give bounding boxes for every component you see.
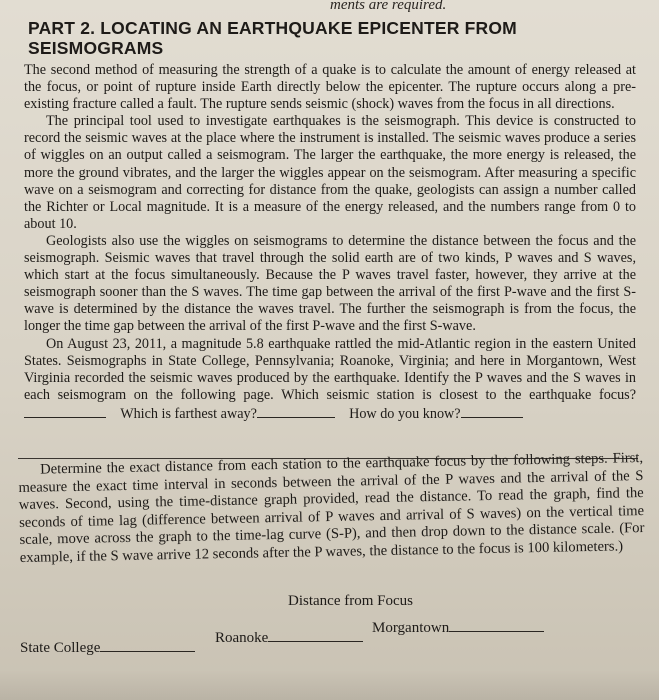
section-heading: PART 2. LOCATING AN EARTHQUAKE EPICENTER FROM SEISMOGRAMS <box>28 18 517 58</box>
farthest-station-question: Which is farthest away? <box>120 405 257 422</box>
closest-station-question: On August 23, 2011, a magnitude 5.8 earthquake rattled the mid-Atlantic region in the eastern United States. Seismographs in State College, Pennsylvania; Roanoke, Virginia; and here in Morgantown, West Virginia recorded the seismic waves produced by the earthquake. Identify the P waves and the S waves in each seismogram on the following page. Which seismic station is closest to the earthquake focus? <box>24 335 636 403</box>
paragraph-focus-definition: The second method of measuring the strength of a quake is to calculate the amount of energy released at the focus, or point of rupture inside Earth directly below the epicenter. The rupture occurs along a pre-existing fracture called a fault. The rupture sends seismic (shock) waves from the focus in all directions. <box>24 62 636 113</box>
roanoke-distance-blank[interactable] <box>268 627 363 642</box>
distance-from-focus-label: Distance from Focus <box>288 593 413 609</box>
state-college-distance-blank[interactable] <box>100 637 195 652</box>
body-text <box>24 62 636 423</box>
instructions-paragraph: Determine the exact distance from each station to the earthquake focus by the following steps. First, measure the exact time interval in seconds between the arrival of the P waves and the arrival of the S waves. Second, using the time-distance graph provided, read the distance. To read the graph, find the seconds of time lag (difference between arrival of P waves and arrival of S waves) on the vertical time scale, move across the graph to the time-lag curve (S-P), and then drop down to the distance scale. (For example, if the S wave arrive 12 seconds after the P waves, the distance to the focus is 100 kilometers.) <box>18 450 645 566</box>
morgantown-distance-blank[interactable] <box>449 617 544 632</box>
station-morgantown-label: Morgantown <box>372 620 450 636</box>
closest-station-answer-blank[interactable] <box>24 404 106 418</box>
paragraph-p-s-waves: Geologists also use the wiggles on seismograms to determine the distance between the focus and the seismograph. Seismic waves that travel through the solid earth are of two kinds, P waves and S waves, which start at the focus simultaneously. Because the P waves travel faster, however, they arrive at the seismograph sooner than the S waves. The time gap between the arrival of the first P-wave and the first S-wave is determined by the distance the waves travel. The further the seismograph is from the focus, the longer the time gap between the arrival of the first P-wave and the first S-wave. <box>24 232 636 335</box>
station-state-college-label: State College <box>20 640 101 656</box>
station-state-college <box>20 637 195 657</box>
page-bottom-shadow <box>0 670 659 700</box>
how-do-you-know-answer-blank[interactable] <box>461 404 523 418</box>
station-morgantown <box>372 617 544 637</box>
station-roanoke <box>215 627 363 647</box>
how-do-you-know-question: How do you know? <box>349 405 461 422</box>
paragraph-seismograph: The principal tool used to investigate earthquakes is the seismograph. This device is constructed to record the seismic waves at the place where the instrument is installed. The seismic waves produce a series of wiggles on an output called a seismogram. The larger the earthquake, the more energy is released, the more the ground vibrates, and the larger the wiggles appear on the seismogram. After measuring a specific wave on a seismogram and correcting for distance from the quake, geologists can assign a number called the Richter or Local magnitude. It is a measure of the energy released, and the numbers range from 0 to about 10. <box>24 113 636 232</box>
paragraph-august-earthquake <box>24 336 636 423</box>
distance-instructions <box>18 450 645 567</box>
station-roanoke-label: Roanoke <box>215 630 269 646</box>
farthest-station-answer-blank[interactable] <box>257 404 335 418</box>
cut-off-header-text: ments are required. <box>330 0 447 13</box>
